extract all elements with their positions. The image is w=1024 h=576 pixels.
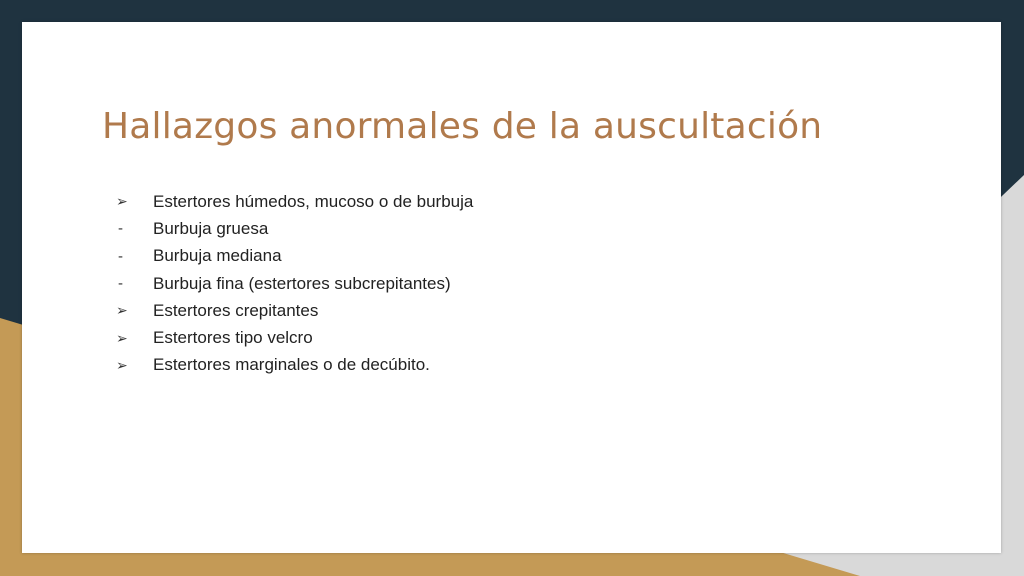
arrow-bullet-icon: ➢ — [116, 356, 128, 373]
list-item — [116, 352, 473, 379]
list-item-text: Estertores crepitantes — [153, 300, 319, 320]
list-item — [116, 270, 473, 297]
slide-title: Hallazgos anormales de la auscultación — [102, 106, 823, 147]
dash-bullet-icon: - — [118, 220, 123, 238]
list-item-text: Burbuja mediana — [153, 246, 282, 266]
list-item-text: Estertores húmedos, mucoso o de burbuja — [153, 191, 474, 211]
list-item — [116, 188, 473, 215]
list-item-text: Burbuja gruesa — [153, 218, 269, 238]
list-item — [116, 324, 473, 351]
list-item-text: Estertores marginales o de decúbito. — [153, 355, 430, 375]
dash-bullet-icon: - — [118, 275, 123, 293]
arrow-bullet-icon: ➢ — [116, 329, 128, 346]
list-item — [116, 297, 473, 324]
list-item-text: Estertores tipo velcro — [153, 328, 313, 348]
list-item — [116, 215, 473, 242]
list-item — [116, 243, 473, 270]
slide-canvas — [22, 22, 1001, 553]
dash-bullet-icon: - — [118, 247, 123, 265]
list-item-text: Burbuja fina (estertores subcrepitantes) — [153, 273, 451, 293]
bullet-list — [116, 188, 473, 379]
arrow-bullet-icon: ➢ — [116, 302, 128, 319]
arrow-bullet-icon: ➢ — [116, 193, 128, 210]
